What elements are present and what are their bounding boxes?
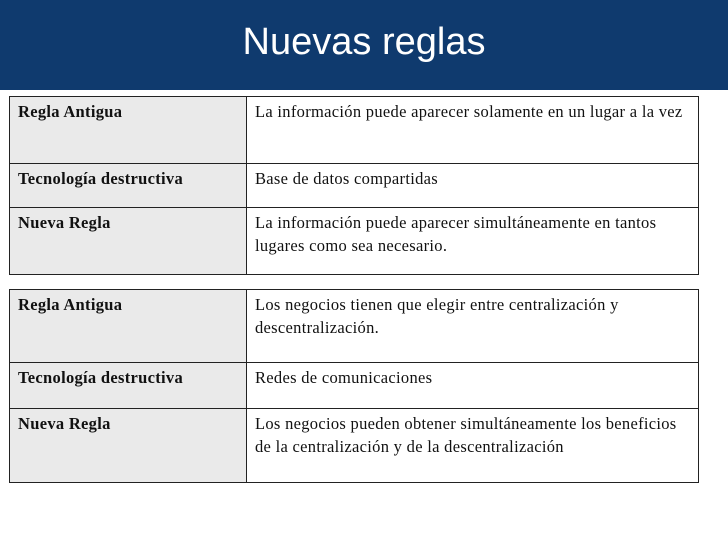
row-label: Regla Antigua [10, 290, 247, 363]
row-text: La información puede aparecer simultáneamente en tantos lugares como sea necesario. [247, 208, 699, 275]
slide-title: Nuevas reglas [242, 21, 486, 63]
row-text: La información puede aparecer solamente en un lugar a la vez [247, 97, 699, 164]
table-row [10, 363, 699, 409]
row-label: Regla Antigua [10, 97, 247, 164]
row-text: Redes de comunicaciones [247, 363, 699, 409]
row-label: Nueva Regla [10, 208, 247, 275]
row-text: Los negocios tienen que elegir entre centralización y descentralización. [247, 290, 699, 363]
table-row [10, 208, 699, 275]
table-row [10, 97, 699, 164]
row-label: Nueva Regla [10, 409, 247, 483]
table-row [10, 164, 699, 208]
table-row [10, 290, 699, 363]
rules-table-1 [9, 96, 699, 275]
row-label: Tecnología destructiva [10, 164, 247, 208]
row-text: Los negocios pueden obtener simultáneamente los beneficios de la centralización y de la descentralización [247, 409, 699, 483]
rules-table-2 [9, 289, 699, 483]
title-banner [0, 0, 728, 90]
table-row [10, 409, 699, 483]
row-text: Base de datos compartidas [247, 164, 699, 208]
row-label: Tecnología destructiva [10, 363, 247, 409]
